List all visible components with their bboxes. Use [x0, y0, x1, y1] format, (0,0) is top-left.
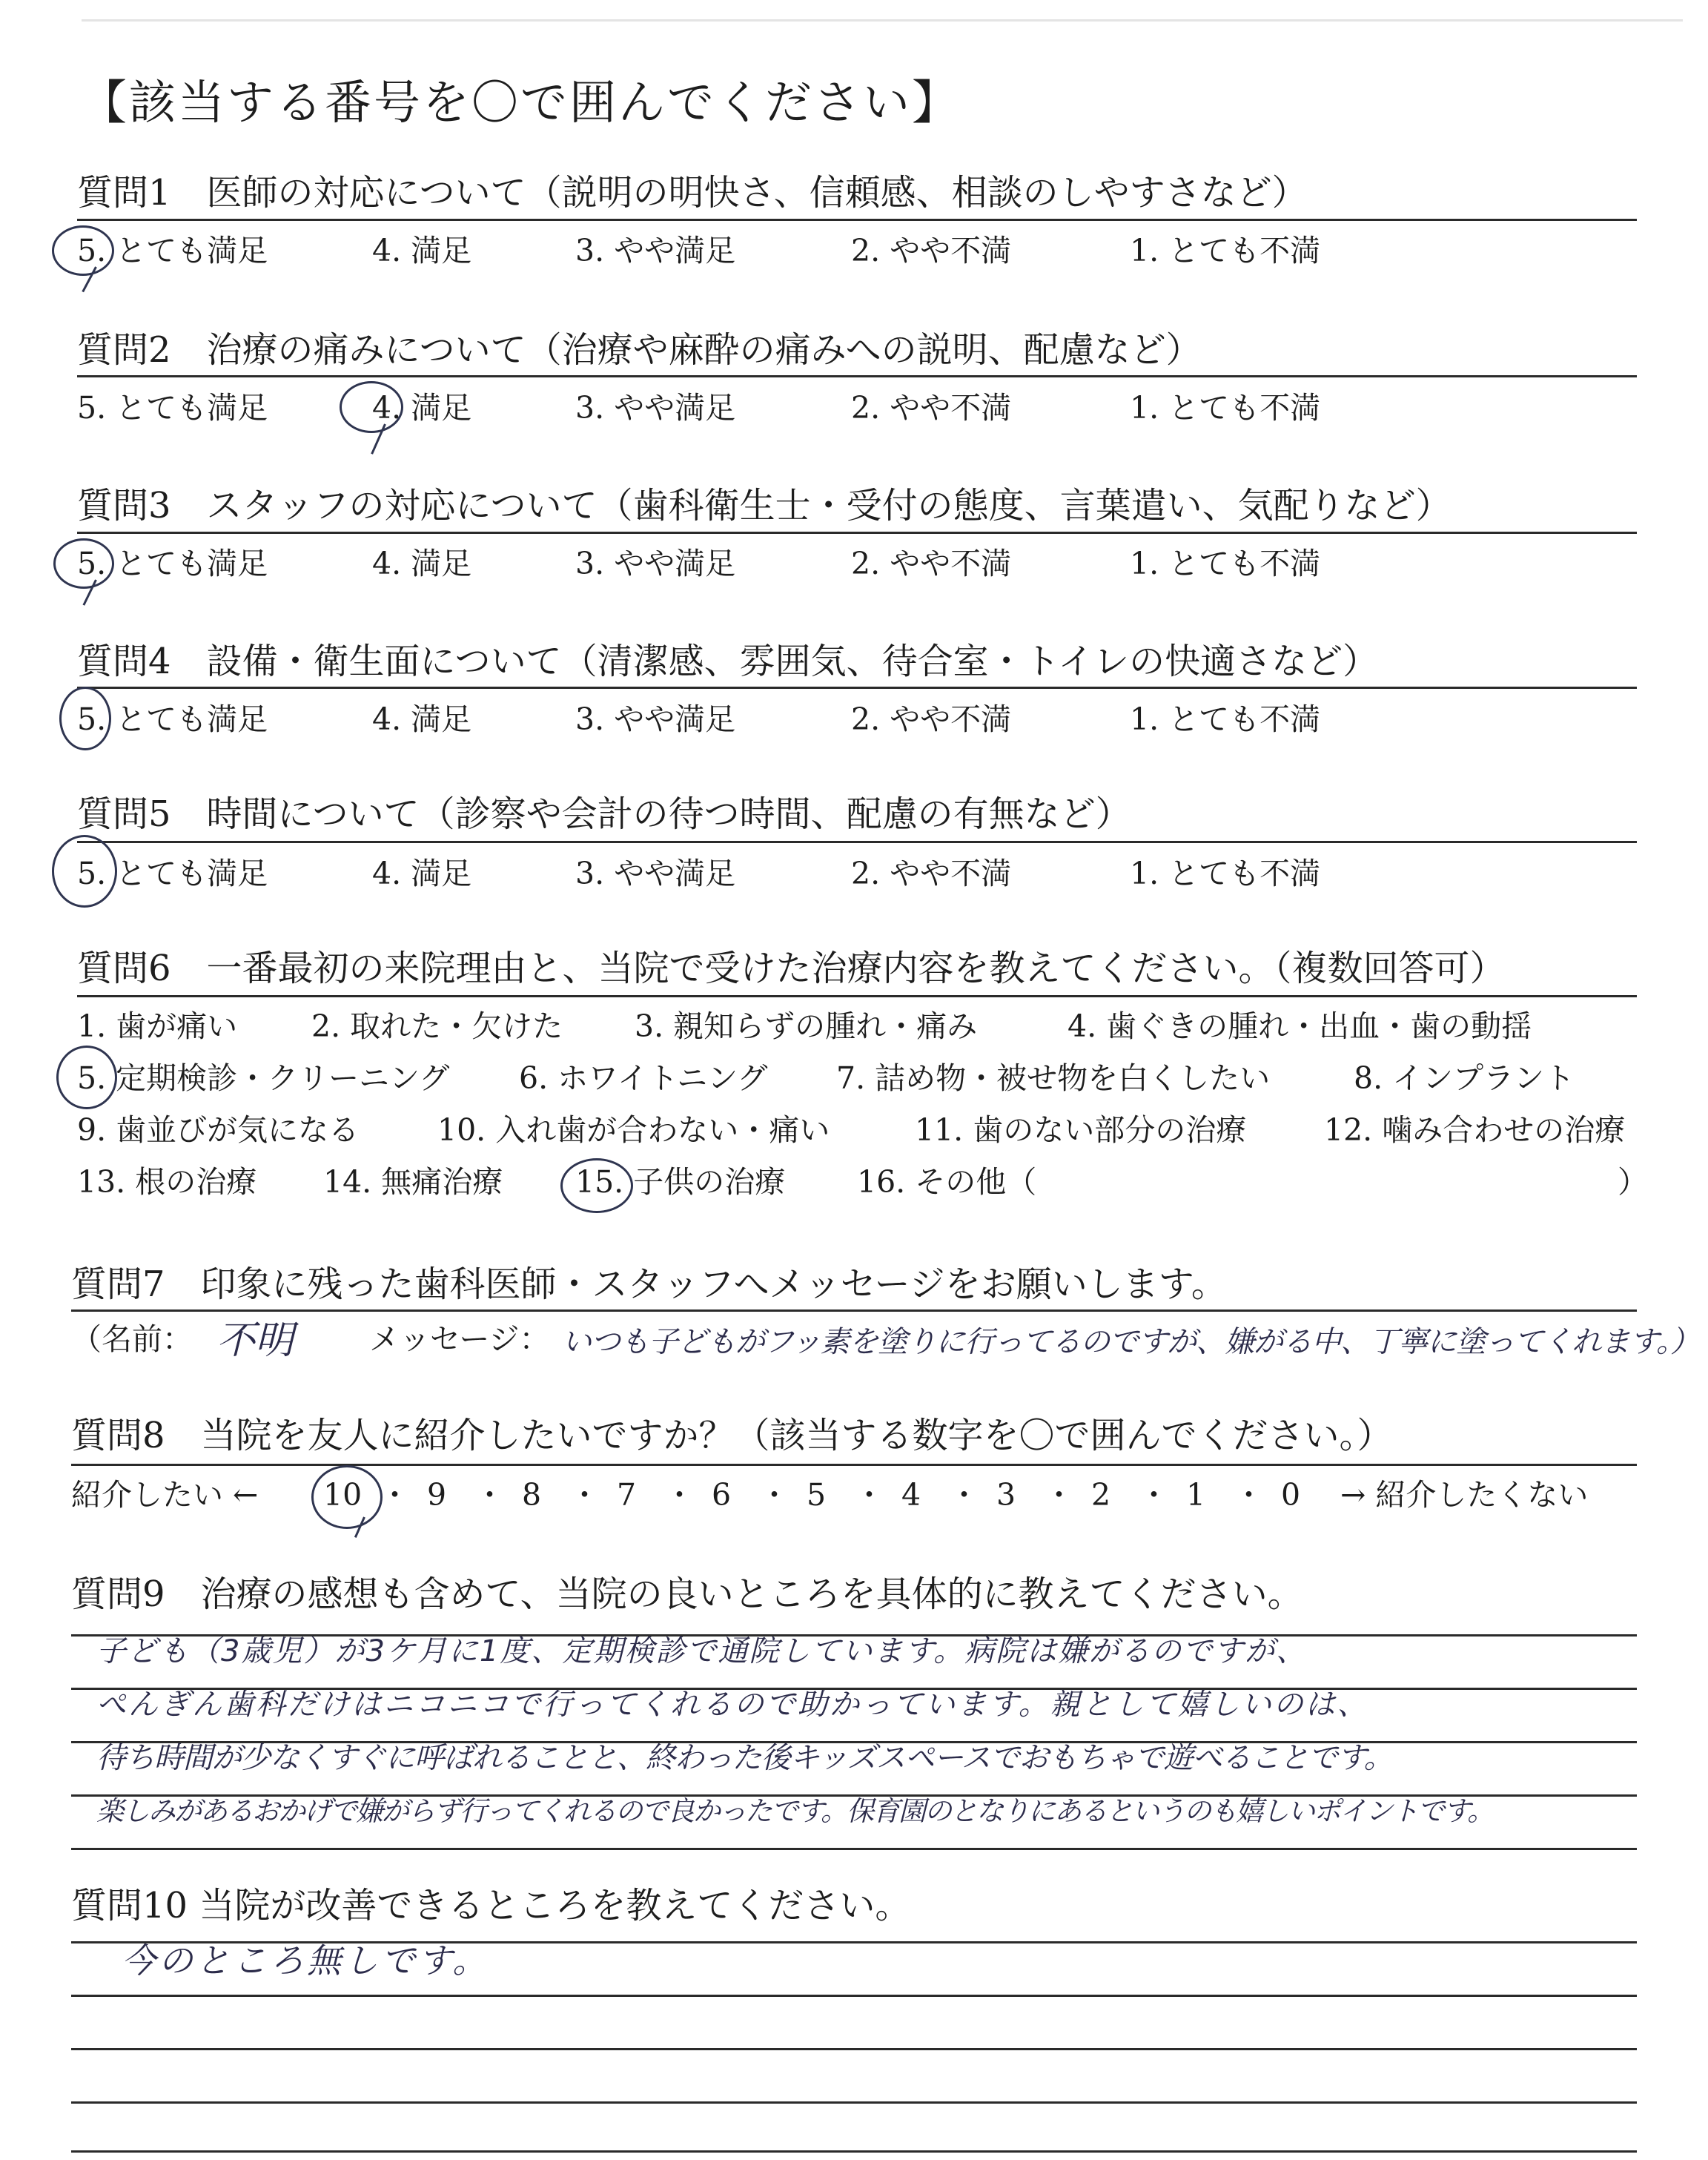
q6-option-4[interactable]: 4. 歯ぐきの腫れ・出血・歯の動揺	[1068, 1008, 1532, 1044]
q8-scale-8[interactable]: 8	[522, 1477, 542, 1513]
q8-scale-separator: ・	[1234, 1477, 1264, 1513]
q6-option-14[interactable]: 14. 無痛治療	[323, 1164, 503, 1200]
q5-option-2[interactable]: 2. やや不満	[851, 856, 1012, 891]
q8-scale-4[interactable]: 4	[901, 1477, 921, 1513]
q2-selection-circle	[340, 381, 403, 433]
q9-answer-line-4[interactable]: 楽しみがあるおかげで嫌がらず行ってくれるので良かったです。保育園のとなりにあるというのも嬉しいポイントです。	[96, 1795, 1494, 1827]
q10-rule-4	[71, 2101, 1637, 2104]
q7-name-value[interactable]: 不明	[216, 1318, 294, 1363]
q8-scale-1[interactable]: 1	[1186, 1477, 1206, 1513]
q8-right-label: → 紹介したくない	[1340, 1477, 1589, 1513]
q3-selection-circle	[53, 538, 114, 589]
q8-scale-separator: ・	[664, 1477, 695, 1513]
q8-scale-separator: ・	[759, 1477, 790, 1513]
q6-selection-circle-5	[56, 1046, 117, 1109]
q3-option-2[interactable]: 2. やや不満	[851, 546, 1012, 581]
q10-rule-2	[71, 1995, 1637, 1997]
q8-scale-separator: ・	[1139, 1477, 1169, 1513]
q7-message-value[interactable]: いつも子どもがフッ素を塗りに行ってるのですが、嫌がる中、丁寧に塗ってくれます。）	[562, 1325, 1699, 1359]
q8-scale-separator: ・	[380, 1477, 410, 1513]
q6-option-8[interactable]: 8. インプラント	[1354, 1060, 1575, 1096]
q8-heading: 質問8 当院を友人に紹介したいですか？（該当する数字を〇で囲んでください。）	[71, 1415, 1393, 1456]
q10-rule-3	[71, 2048, 1637, 2050]
q8-scale-9[interactable]: 9	[427, 1477, 447, 1513]
q4-rule	[77, 687, 1637, 689]
q10-answer[interactable]: 今のところ無しです。	[122, 1941, 490, 1981]
q3-option-3[interactable]: 3. やや満足	[575, 546, 736, 581]
q8-scale-7[interactable]: 7	[617, 1477, 637, 1513]
q7-message-label: メッセージ：	[369, 1321, 550, 1357]
q6-option-1[interactable]: 1. 歯が痛い	[77, 1008, 238, 1044]
q9-rule-5	[71, 1848, 1637, 1850]
q8-scale-separator: ・	[1044, 1477, 1074, 1513]
q6-option-5[interactable]: 5. 定期検診・クリーニング	[77, 1060, 450, 1096]
q5-option-4[interactable]: 4. 満足	[372, 856, 472, 891]
q4-option-3[interactable]: 3. やや満足	[575, 701, 736, 737]
q8-scale-separator: ・	[949, 1477, 979, 1513]
q4-option-2[interactable]: 2. やや不満	[851, 701, 1012, 737]
q2-option-5[interactable]: 5. とても満足	[77, 390, 268, 426]
q6-option-6[interactable]: 6. ホワイトニング	[519, 1060, 768, 1096]
q9-answer-line-1[interactable]: 子ども（3歳児）が3ケ月に1度、定期検診で通院しています。病院は嫌がるのですが、	[96, 1634, 1308, 1668]
q7-heading: 質問7 印象に残った歯科医師・スタッフへメッセージをお願いします。	[71, 1264, 1227, 1305]
q8-rule	[71, 1464, 1637, 1466]
q2-option-2[interactable]: 2. やや不満	[851, 390, 1012, 426]
q7-name-label: （名前：	[71, 1321, 193, 1357]
q4-option-5[interactable]: 5. とても満足	[77, 701, 268, 737]
q3-rule	[77, 532, 1637, 534]
q10-rule-5	[71, 2150, 1637, 2153]
q1-rule	[77, 219, 1637, 221]
q3-heading: 質問3 スタッフの対応について（歯科衛生士・受付の態度、言葉遣い、気配りなど）	[77, 485, 1452, 526]
q2-rule	[77, 375, 1637, 377]
q6-option-9[interactable]: 9. 歯並びが気になる	[77, 1112, 360, 1148]
q6-option-11[interactable]: 11. 歯のない部分の治療	[915, 1112, 1247, 1148]
q1-option-2[interactable]: 2. やや不満	[851, 233, 1012, 268]
q6-option-7[interactable]: 7. 詰め物・被せ物を白くしたい	[836, 1060, 1271, 1096]
q3-option-5[interactable]: 5. とても満足	[77, 546, 268, 581]
q4-heading: 質問4 設備・衛生面について（清潔感、雰囲気、待合室・トイレの快適さなど）	[77, 641, 1379, 682]
q6-option-10[interactable]: 10. 入れ歯が合わない・痛い	[437, 1112, 830, 1148]
q8-scale-3[interactable]: 3	[996, 1477, 1016, 1513]
top-border	[82, 19, 1683, 22]
q6-option-12[interactable]: 12. 噛み合わせの治療	[1324, 1112, 1626, 1148]
q8-scale-0[interactable]: 0	[1281, 1477, 1301, 1513]
q8-scale-10[interactable]: 10	[323, 1477, 363, 1513]
q9-answer-line-3[interactable]: 待ち時間が少なくすぐに呼ばれることと、終わった後キッズスペースでおもちゃで遊べることです。	[96, 1741, 1393, 1775]
q3-option-1[interactable]: 1. とても不満	[1130, 546, 1321, 581]
q6-rule	[77, 995, 1637, 997]
q6-option-15[interactable]: 15. 子供の治療	[575, 1164, 786, 1200]
q4-selection-circle	[59, 687, 111, 750]
q5-option-1[interactable]: 1. とても不満	[1130, 856, 1321, 891]
q8-selection-circle	[311, 1465, 383, 1529]
q2-option-1[interactable]: 1. とても不満	[1130, 390, 1321, 426]
q5-option-3[interactable]: 3. やや満足	[575, 856, 736, 891]
q1-option-5[interactable]: 5. とても満足	[77, 233, 268, 268]
q3-option-4[interactable]: 4. 満足	[372, 546, 472, 581]
q8-scale-2[interactable]: 2	[1091, 1477, 1111, 1513]
q1-selection-circle	[52, 225, 114, 276]
q7-rule	[71, 1309, 1637, 1312]
q6-selection-circle-15	[560, 1158, 633, 1213]
q8-scale-6[interactable]: 6	[712, 1477, 732, 1513]
q8-scale-separator: ・	[854, 1477, 884, 1513]
q1-option-3[interactable]: 3. やや満足	[575, 233, 736, 268]
q6-heading: 質問6 一番最初の来院理由と、当院で受けた治療内容を教えてください。（複数回答可）	[77, 948, 1506, 989]
q6-option-2[interactable]: 2. 取れた・欠けた	[311, 1008, 563, 1044]
q8-scale-separator: ・	[474, 1477, 505, 1513]
q9-heading: 質問9 治療の感想も含めて、当院の良いところを具体的に教えてください。	[71, 1573, 1303, 1615]
q8-left-label: 紹介したい ←	[71, 1477, 259, 1513]
q6-other-close-paren: ）	[1618, 1164, 1648, 1200]
q1-option-1[interactable]: 1. とても不満	[1130, 233, 1321, 268]
q5-rule	[77, 841, 1637, 843]
q2-option-3[interactable]: 3. やや満足	[575, 390, 736, 426]
q2-heading: 質問2 治療の痛みについて（治療や麻酔の痛みへの説明、配慮など）	[77, 329, 1202, 371]
q6-option-13[interactable]: 13. 根の治療	[77, 1164, 257, 1200]
q8-scale-5[interactable]: 5	[807, 1477, 827, 1513]
q5-option-5[interactable]: 5. とても満足	[77, 856, 268, 891]
q6-option-3[interactable]: 3. 親知らずの腫れ・痛み	[635, 1008, 978, 1044]
q6-option-16[interactable]: 16. その他（	[857, 1164, 1037, 1200]
q2-option-4[interactable]: 4. 満足	[372, 390, 472, 426]
q4-option-1[interactable]: 1. とても不満	[1130, 701, 1321, 737]
q5-heading: 質問5 時間について（診察や会計の待つ時間、配慮の有無など）	[77, 793, 1131, 835]
q1-heading: 質問1 医師の対応について（説明の明快さ、信頼感、相談のしやすさなど）	[77, 172, 1308, 214]
q1-option-4[interactable]: 4. 満足	[372, 233, 472, 268]
q9-answer-line-2[interactable]: ぺんぎん歯科だけはニコニコで行ってくれるので助かっています。親として嬉しいのは、	[96, 1688, 1369, 1722]
form-title: 【該当する番号を〇で囲んでください】	[80, 76, 961, 130]
q5-selection-circle	[52, 835, 117, 908]
q8-scale-separator: ・	[569, 1477, 600, 1513]
q4-option-4[interactable]: 4. 満足	[372, 701, 472, 737]
q10-heading: 質問10 当院が改善できるところを教えてください。	[71, 1885, 911, 1926]
